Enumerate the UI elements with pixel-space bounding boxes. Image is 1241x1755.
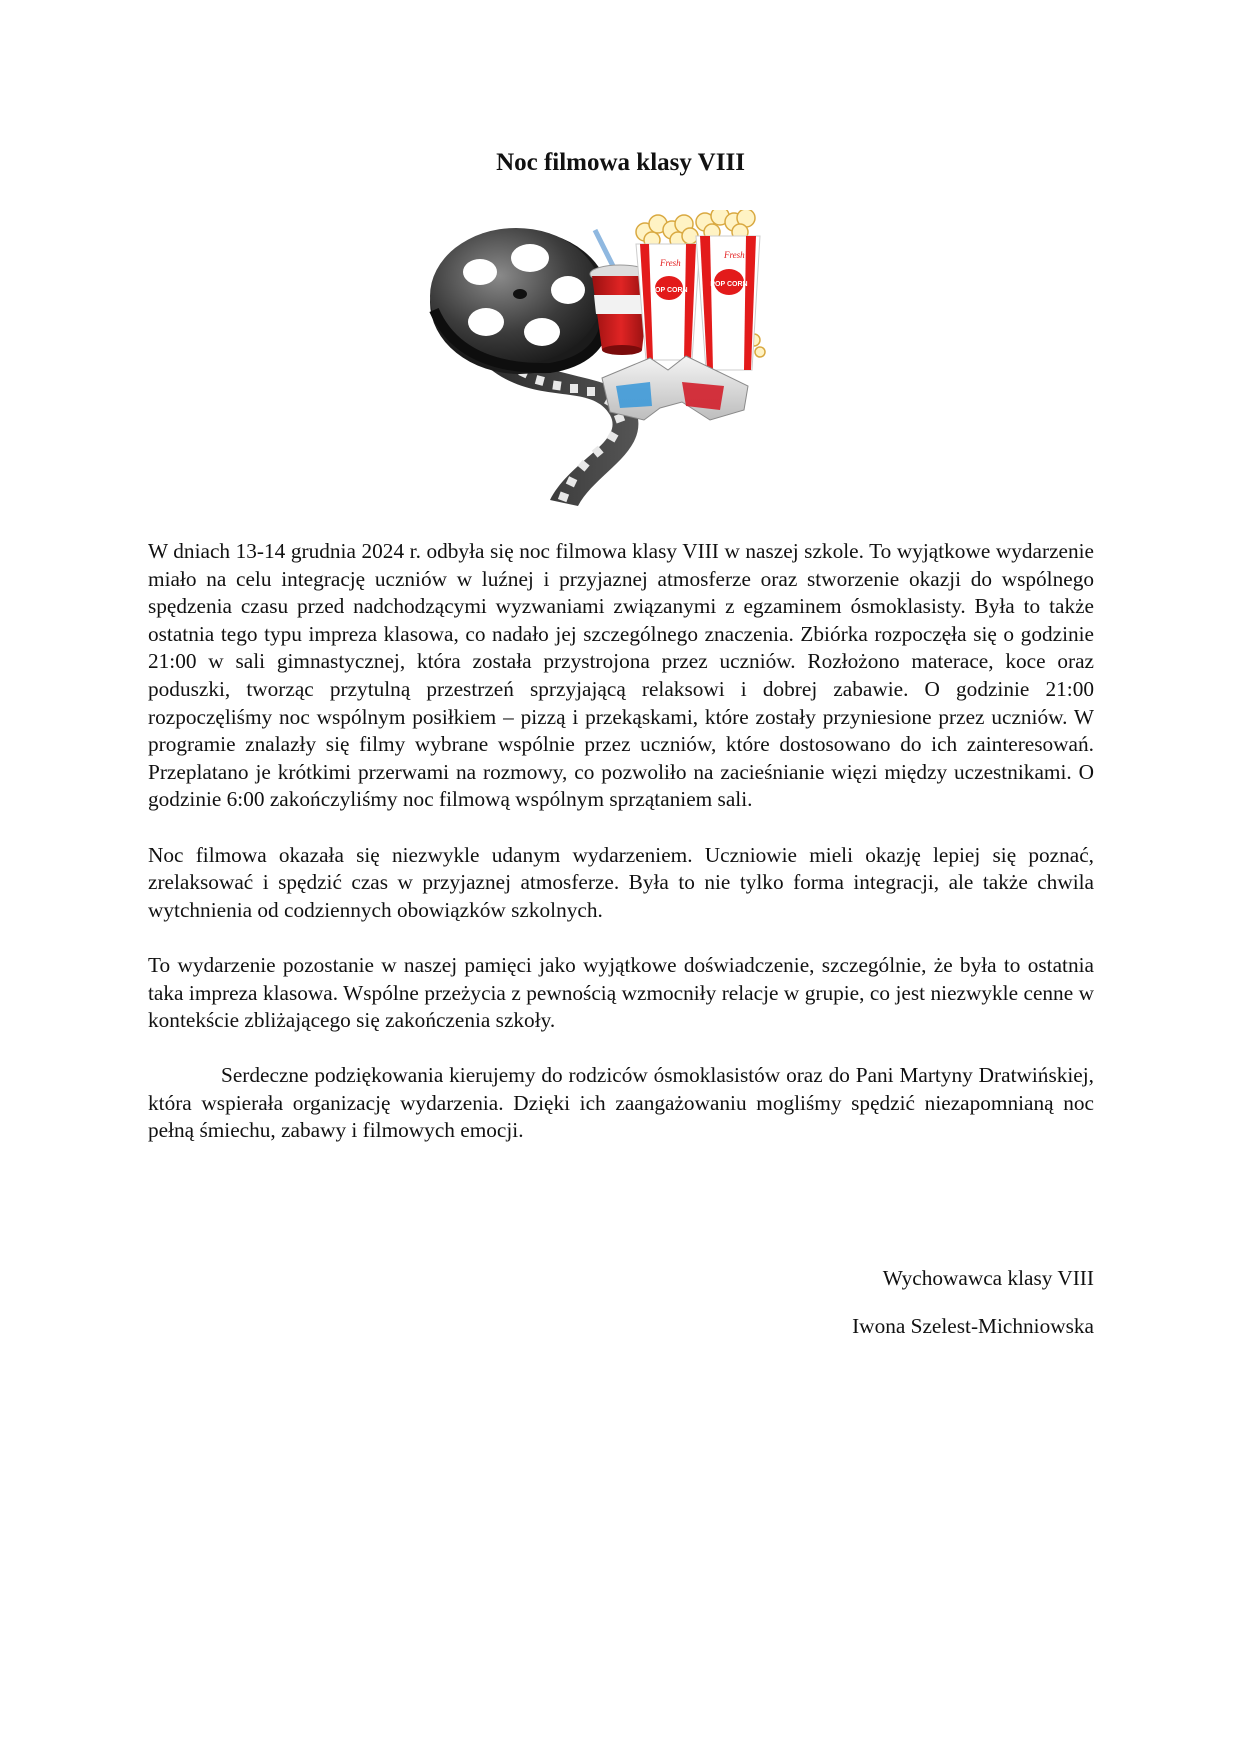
- popcorn-label-fresh: Fresh: [660, 258, 681, 268]
- paragraph-1: W dniach 13-14 grudnia 2024 r. odbyła się noc filmowa klasy VIII w naszej szkole. To wyjątkowe wydarzenie miało na celu integrację uczniów w luźnej i przyjaznej atmosferze oraz stworzenie okazji do wspólnego spędzenia czasu przed nadchodzącymi wyzwaniami związanymi z egzaminem ósmoklasisty. Była to także ostatnia tego typu impreza klasowa, co nadało jej szczególnego znaczenia. Zbiórka rozpoczęła się o godzinie 21:00 w sali gimnastycznej, która została przystrojona przez uczniów. Rozłożono materace, koce oraz poduszki, tworząc przytulną przestrzeń sprzyjającą relaksowi i dobrej zabawie. O godzinie 21:00 rozpoczęliśmy noc wspólnym posiłkiem – pizzą i przekąskami, które zostały przyniesione przez uczniów. W programie znalazły się filmy wybrane wspólnie przez uczniów, które dostosowano do ich zainteresowań. Przeplatano je krótkimi przerwami na rozmowy, co pozwoliło na zacieśnianie więzi między uczestnikami. O godzinie 6:00 zakończyliśmy noc filmową wspólnym sprzątaniem sali.: [148, 539, 1094, 812]
- cinema-illustration: [420, 210, 820, 510]
- paragraph-3: To wydarzenie pozostanie w naszej pamięci jako wyjątkowe doświadczenie, szczególnie, że była to ostatnia taka impreza klasowa. Wspólne przeżycia z pewnością wzmocniły relacje w grupie, co jest niezwykle cenne w kontekście zbliżającego się zakończenia szkoły.: [148, 952, 1094, 1033]
- popcorn-label-2: POP CORN: [710, 281, 748, 288]
- paragraph-4: Serdeczne podziękowania kierujemy do rodziców ósmoklasistów oraz do Pani Martyny Dratwińskiej, która wspierała organizację wydarzenia. Dzięki ich zaangażowaniu mogliśmy spędzić niezapomnianą noc pełną śmiechu, zabawy i filmowych emocji.: [148, 1063, 1094, 1143]
- popcorn-box-icon: [636, 215, 700, 360]
- popcorn-label-fresh-2: Fresh: [724, 250, 745, 260]
- popcorn-box-icon-2: [696, 210, 765, 370]
- paragraph-2: Noc filmowa okazała się niezwykle udanym wydarzeniem. Uczniowie mieli okazję lepiej się poznać, zrelaksować i spędzić czas w przyjaznej atmosferze. Była to nie tylko forma integracji, ale także chwila wytchnienia od codziennych obowiązków szkolnych.: [148, 842, 1094, 922]
- document-title: Noc filmowa klasy VIII: [496, 149, 745, 176]
- film-reel-icon: [430, 228, 610, 374]
- cinema-film-reel-popcorn-drink-3d-glasses-icon: [420, 210, 820, 510]
- signature-block: [148, 1265, 1094, 1360]
- signature-name: Iwona Szelest-Michniowska: [852, 1313, 1094, 1338]
- article-body: [148, 538, 1094, 1173]
- popcorn-label: POP CORN: [650, 287, 688, 294]
- signature-role: Wychowawca klasy VIII: [882, 1266, 1094, 1290]
